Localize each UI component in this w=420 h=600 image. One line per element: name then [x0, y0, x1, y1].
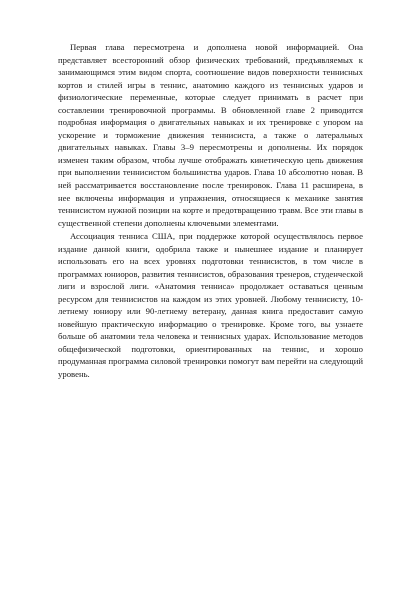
paragraph-revisions: Первая глава пересмотрена и дополнена новой информацией. Она представляет всесторонний обзор физических требований, предъявляемых к занимающимся этим видом спорта, соотношение видов поверхности теннисных кортов и стилей игры в теннис, анатомию каждого из теннисных ударов и физиологические переменные, которые следует принимать в расчет при составлении тренировочной программы. В обновленной главе 2 приводится подробная информация о двигательных навыках и их тренировке с упором на ускорение и торможение движения теннисиста, а также о латеральных двигательных навыках. Главы 3–9 пересмотрены и дополнены. Их порядок изменен таким образом, чтобы лучше отображать кинетическую цепь движения при выполнении теннисистом большинства ударов. Глава 10 абсолютно новая. В ней рассматривается восстановление после тренировок. Глава 11 расширена, в нее включены информация и упражнения, относящиеся к механике занятия теннисистом нужной позиции на корте и предотвращению травм. Все эти главы в существенной степени дополнены ключевыми элементами.: [58, 42, 363, 228]
body-text: [58, 41, 363, 381]
paragraph-usta-endorsement: Ассоциация тенниса США, при поддержке которой осуществлялось первое издание данной книги, одобрила также и нынешнее издание и планирует использовать его на всех уровнях подготовки теннисистов, в том числе в программах юниоров, развития теннисистов, образования тренеров, студенческой лиги и взрослой лиги. «Анатомия тенниса» продолжает оставаться ценным ресурсом для теннисистов на каждом из этих уровней. Любому теннисисту, 10-летнему юниору или 90-летнему ветерану, данная книга предоставит самую новейшую практическую информацию о тренировке. Кроме того, вы узнаете больше об анатомии тела человека и теннисных ударах. Использование методов общефизической подготовки, ориентированных на теннис, и хорошо продуманная программа силовой тренировки помогут вам перейти на следующий уровень.: [58, 231, 363, 380]
